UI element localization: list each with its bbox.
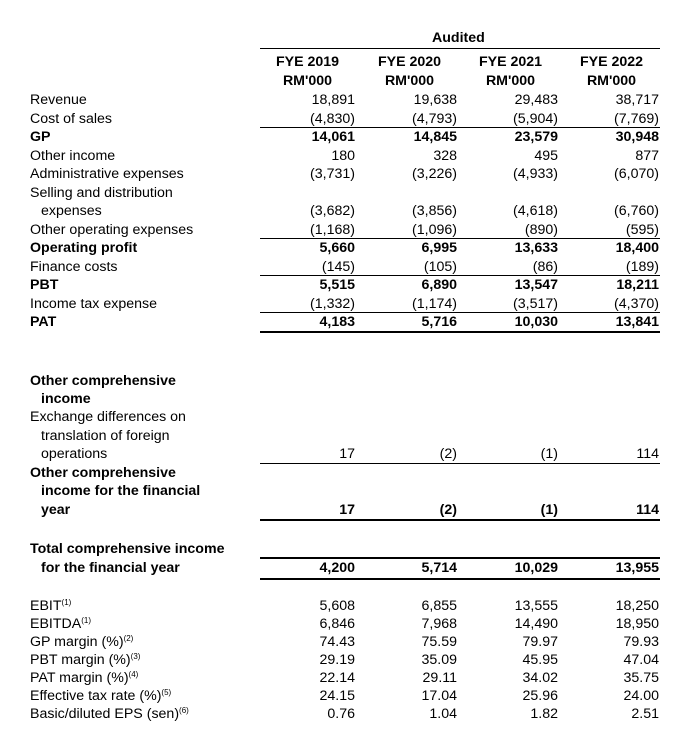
value-cell: 1.82 [530, 706, 558, 722]
ratio-label-text: EBITDA [30, 616, 82, 632]
value-cell: 7,968 [421, 616, 457, 632]
footnote-marker: (5) [161, 688, 172, 697]
oci-exchange-values [0, 445, 691, 463]
value-cell: 13,555 [514, 598, 558, 614]
ratio-label [30, 705, 189, 723]
value-cell: 6,855 [421, 598, 457, 614]
value-cell: 5,515 [319, 277, 355, 293]
value-cell: 14,061 [311, 129, 355, 145]
value-cell: 180 [331, 147, 355, 164]
value-cell: (6,070) [614, 166, 659, 182]
row-label: Income tax expense [30, 295, 157, 312]
value-cell: 4,200 [319, 560, 355, 576]
ratio-label [30, 615, 91, 633]
oci-total-line3: year [41, 502, 71, 518]
row-label: PAT [30, 314, 57, 330]
ratio-label [30, 669, 138, 687]
value-cell: 6,846 [319, 616, 355, 632]
value-cell: 17 [339, 502, 355, 518]
value-cell: 30,948 [615, 129, 659, 145]
value-cell: 75.59 [421, 634, 457, 650]
value-cell: 79.97 [522, 634, 558, 650]
tci-line1: Total comprehensive income [30, 541, 225, 557]
row-label: PBT [30, 277, 59, 293]
value-cell: 18,211 [616, 277, 659, 293]
value-cell: (4,933) [513, 166, 558, 182]
oci-total-line2: income for the financial [41, 483, 201, 499]
value-cell: (86) [532, 258, 558, 275]
header-divider [260, 48, 660, 49]
subtotal-line [260, 312, 660, 313]
value-cell: (1,168) [310, 221, 355, 238]
value-cell: 877 [635, 147, 659, 164]
value-cell: (105) [423, 258, 457, 275]
value-cell: (145) [321, 258, 355, 275]
value-cell: (2) [439, 446, 457, 462]
ratio-label [30, 687, 171, 705]
value-cell: 74.43 [319, 634, 355, 650]
value-cell: 34.02 [522, 670, 558, 686]
value-cell: 0.76 [327, 706, 355, 722]
value-cell: (4,830) [310, 110, 355, 127]
ratio-label [30, 651, 140, 669]
ratio-label-text: Basic/diluted EPS (sen) [30, 706, 180, 722]
row-label: GP [30, 129, 51, 145]
tci-bottom-line [260, 578, 660, 580]
ratio-label-text: PAT margin (%) [30, 670, 129, 686]
value-cell: 6,890 [421, 277, 457, 293]
value-cell: (1,174) [412, 295, 457, 312]
row-label: Other operating expenses [30, 221, 194, 238]
footnote-marker: (1) [61, 598, 72, 607]
value-cell: 29,483 [514, 92, 558, 108]
ratio-label-text: PBT margin (%) [30, 652, 131, 668]
row-label: Finance costs [30, 258, 118, 275]
value-cell: 25.96 [522, 688, 558, 704]
value-cell: (1,096) [412, 221, 457, 238]
value-cell: 114 [636, 502, 659, 518]
ratio-label-text: GP margin (%) [30, 634, 124, 650]
value-cell: 18,250 [615, 598, 659, 614]
unit-header-2020: RM'000 [384, 73, 435, 89]
value-cell: (4,793) [412, 110, 457, 127]
value-cell: 13,955 [615, 560, 659, 576]
value-cell: 13,841 [615, 314, 659, 330]
oci-exchange-line3: operations [41, 446, 108, 462]
row-label: Operating profit [30, 240, 138, 256]
value-cell: 35.09 [421, 652, 457, 668]
year-header-2019: FYE 2019 [275, 54, 340, 70]
row-label: expenses [41, 203, 102, 219]
oci-title-line1: Other comprehensive [30, 373, 176, 389]
value-cell: 18,950 [615, 616, 659, 632]
value-cell: 23,579 [514, 129, 558, 145]
oci-total-line1: Other comprehensive [30, 465, 176, 481]
value-cell: (3,856) [412, 203, 457, 219]
subtotal-line [260, 127, 660, 128]
value-cell: 22.14 [319, 670, 355, 686]
value-cell: 79.93 [623, 634, 659, 650]
oci-exchange-line1: Exchange differences on [30, 409, 186, 425]
row-label: Selling and distribution [30, 184, 173, 201]
year-header-2021: FYE 2021 [478, 54, 543, 70]
oci-total-values [0, 501, 691, 519]
row-label: Revenue [30, 92, 87, 108]
value-cell: 29.19 [319, 652, 355, 668]
value-cell: (890) [524, 221, 558, 238]
value-cell: 10,029 [514, 560, 558, 576]
value-cell: 1.04 [429, 706, 457, 722]
value-cell: (4,370) [614, 295, 659, 312]
value-cell: (595) [625, 221, 659, 238]
value-cell: (1) [540, 502, 558, 518]
value-cell: (1,332) [310, 295, 355, 312]
oci-title-line2: income [41, 391, 91, 407]
value-cell: 14,490 [514, 616, 558, 632]
value-cell: 5,714 [421, 560, 457, 576]
row-label: Administrative expenses [30, 166, 184, 182]
value-cell: 2.51 [631, 706, 659, 722]
unit-header-2019: RM'000 [282, 73, 333, 89]
footnote-marker: (4) [128, 670, 139, 679]
subtotal-line [260, 331, 660, 333]
row-label: Other income [30, 147, 116, 164]
subtotal-line [260, 275, 660, 276]
value-cell: 495 [534, 147, 558, 164]
value-cell: 5,660 [319, 240, 355, 256]
value-cell: 10,030 [514, 314, 558, 330]
value-cell: 5,608 [319, 598, 355, 614]
footnote-marker: (6) [179, 706, 189, 715]
oci-total-double-underline [260, 519, 660, 521]
value-cell: 17.04 [421, 688, 457, 704]
value-cell: 114 [636, 446, 659, 462]
value-cell: (6,760) [614, 203, 659, 219]
unit-header-2021: RM'000 [485, 73, 536, 89]
value-cell: 29.11 [422, 670, 457, 686]
value-cell: 24.15 [319, 688, 355, 704]
value-cell: (1) [540, 446, 558, 462]
value-cell: 19,638 [413, 92, 457, 108]
value-cell: 47.04 [623, 652, 659, 668]
ratio-label-text: Effective tax rate (%) [30, 688, 162, 704]
ratio-label-text: EBIT [30, 598, 62, 614]
value-cell: (3,226) [412, 166, 457, 182]
value-cell: 35.75 [623, 670, 659, 686]
value-cell: 18,400 [615, 240, 659, 256]
unit-header-2022: RM'000 [586, 73, 637, 89]
value-cell: (3,517) [513, 295, 558, 312]
audited-header: Audited [432, 30, 485, 46]
value-cell: (189) [625, 258, 659, 275]
oci-underline [260, 463, 660, 464]
value-cell: 328 [433, 147, 457, 164]
value-cell: 13,547 [514, 277, 558, 293]
value-cell: 38,717 [615, 92, 659, 108]
value-cell: (3,731) [310, 166, 355, 182]
value-cell: 45.95 [522, 652, 558, 668]
ratio-label [30, 597, 71, 615]
row-label: Cost of sales [30, 110, 113, 127]
year-header-2022: FYE 2022 [579, 54, 644, 70]
year-header-2020: FYE 2020 [377, 54, 442, 70]
footnote-marker: (3) [130, 652, 141, 661]
value-cell: 6,995 [421, 240, 457, 256]
value-cell: 24.00 [623, 688, 659, 704]
value-cell: 17 [339, 446, 355, 462]
value-cell: 14,845 [413, 129, 457, 145]
tci-values [0, 559, 691, 577]
footnote-marker: (2) [123, 634, 134, 643]
ratio-label [30, 633, 133, 651]
value-cell: (3,682) [310, 203, 355, 219]
value-cell: 4,183 [319, 314, 355, 330]
tci-line2: for the financial year [41, 560, 180, 576]
value-cell: (7,769) [614, 110, 659, 127]
value-cell: 5,716 [421, 314, 457, 330]
value-cell: (5,904) [513, 110, 558, 127]
value-cell: 13,633 [514, 240, 558, 256]
value-cell: (4,618) [513, 203, 558, 219]
value-cell: (2) [439, 502, 457, 518]
footnote-marker: (1) [81, 616, 92, 625]
oci-exchange-line2: translation of foreign [41, 428, 170, 444]
subtotal-line [260, 238, 660, 239]
value-cell: 18,891 [311, 92, 355, 108]
